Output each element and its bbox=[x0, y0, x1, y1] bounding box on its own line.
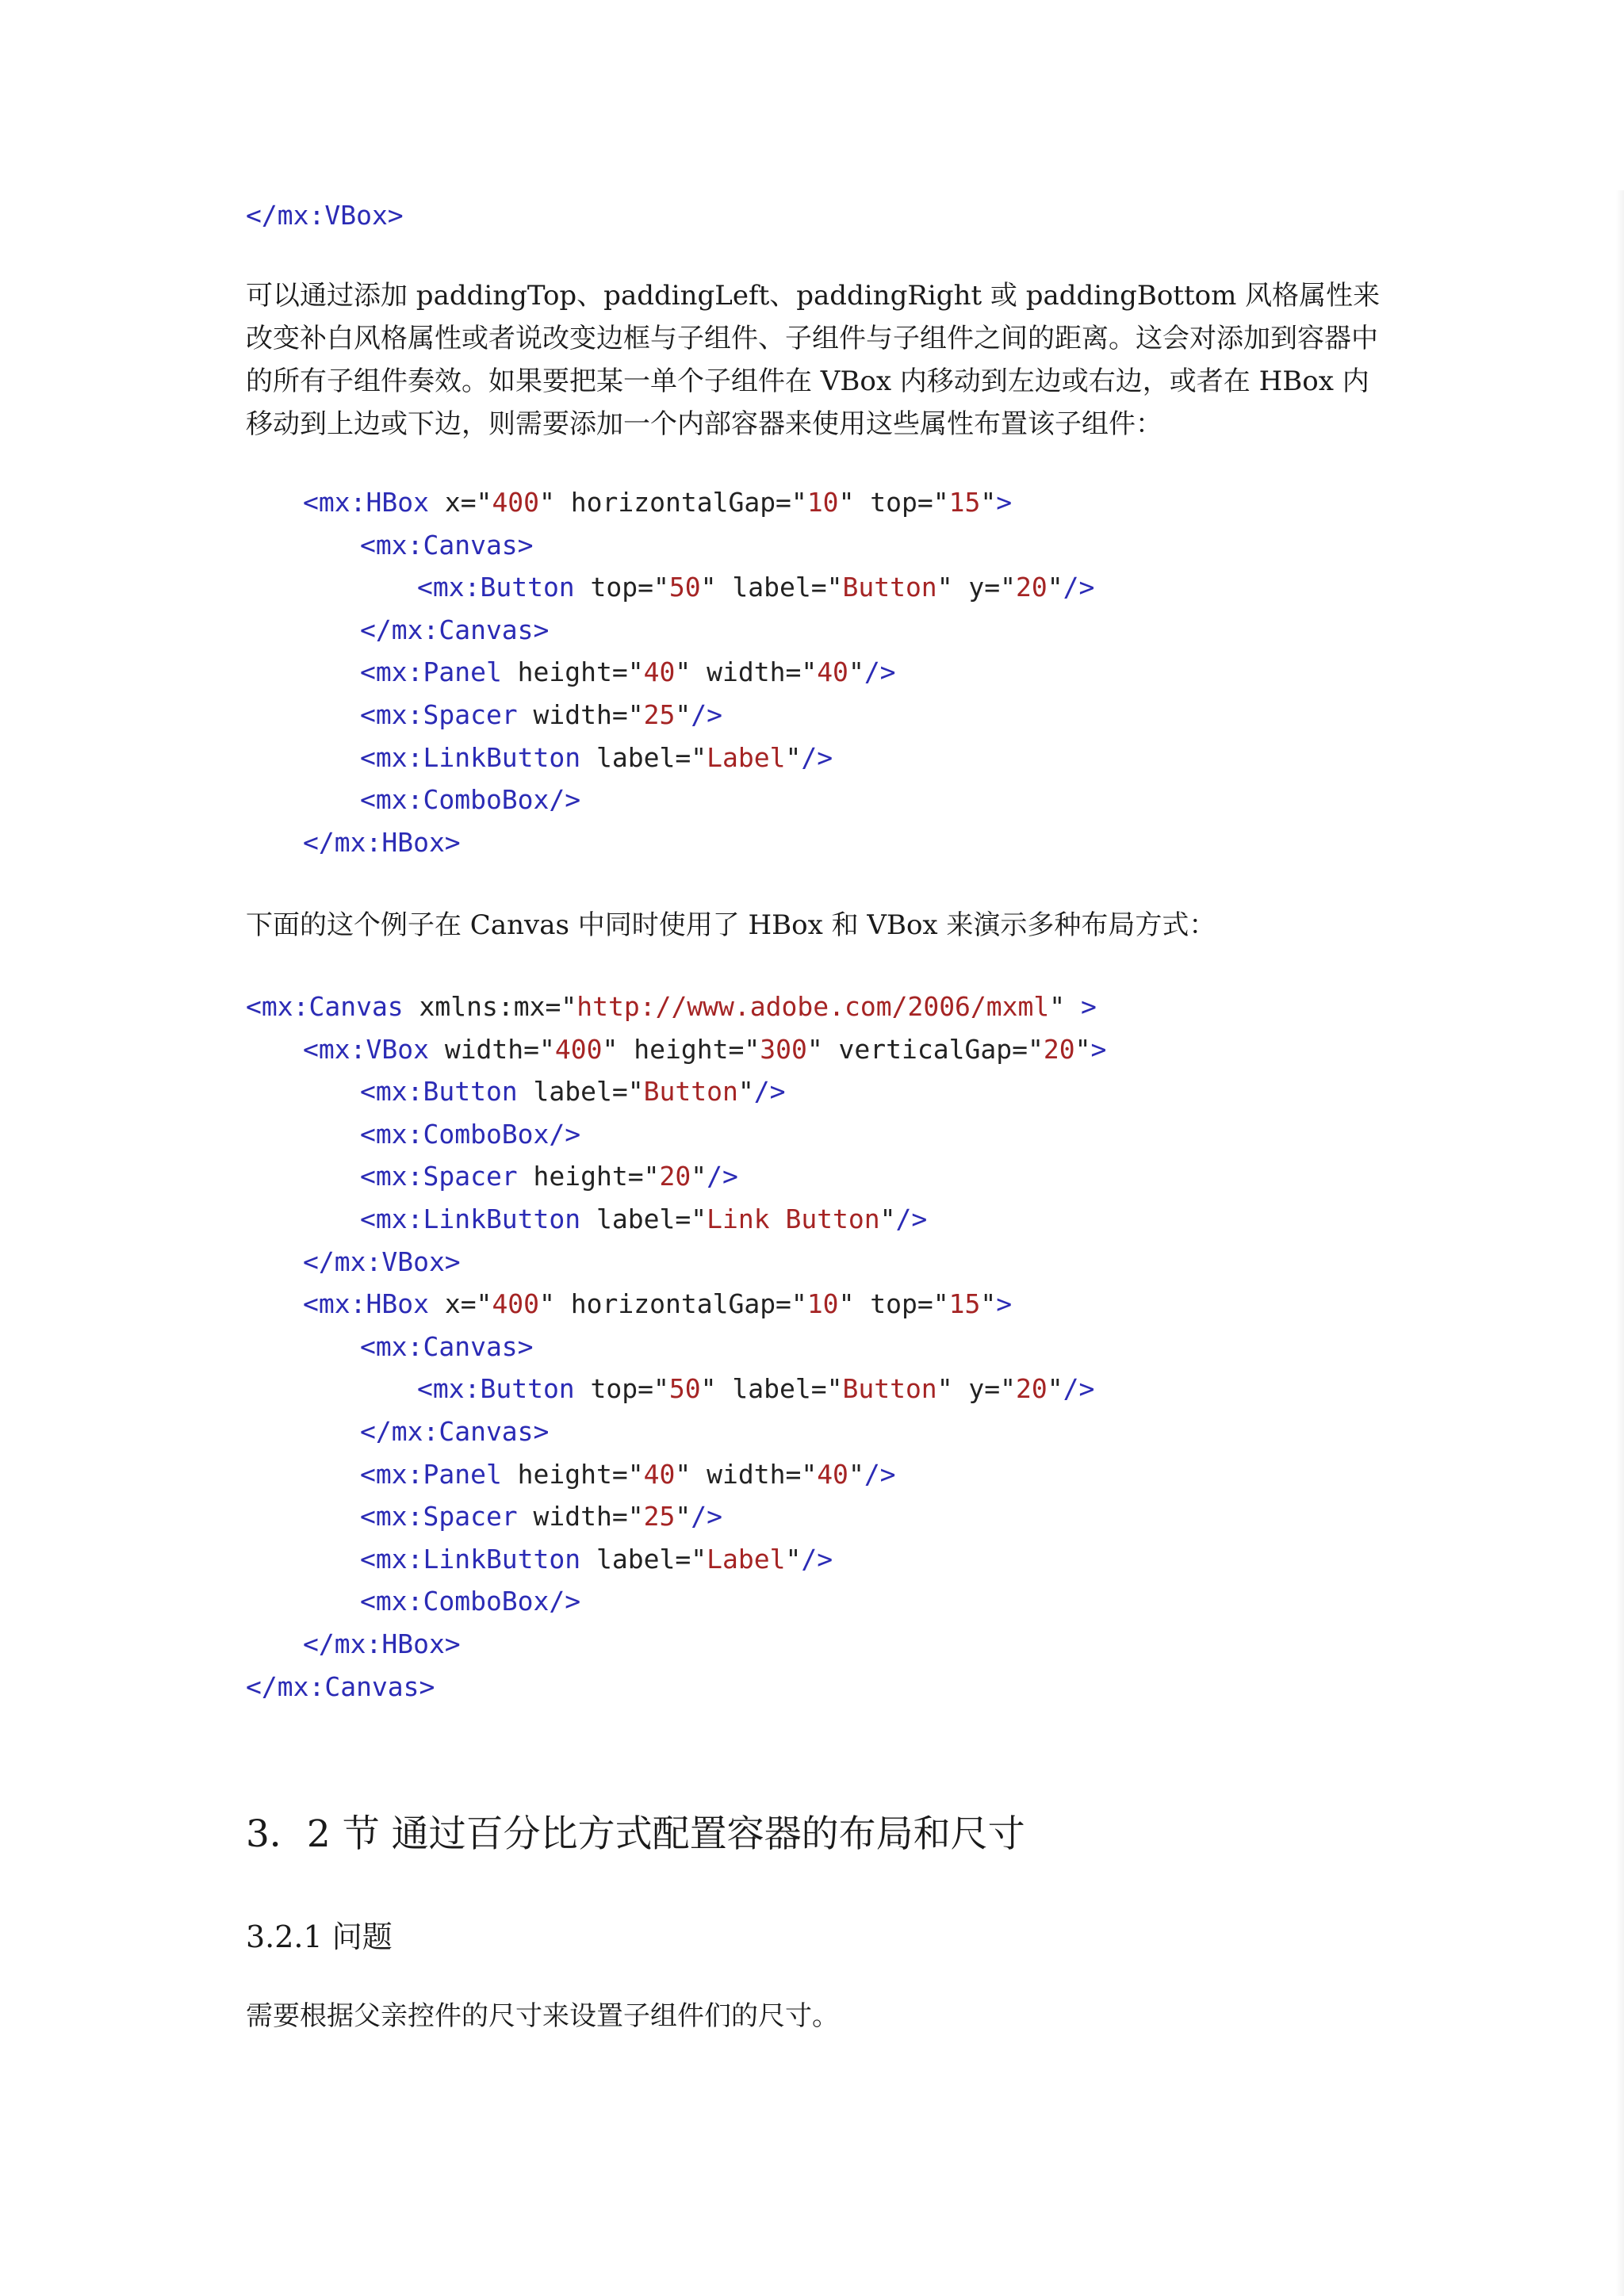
code-token-attribute: " width=" bbox=[675, 656, 818, 688]
code-token-tag: <mx:LinkButton bbox=[360, 741, 581, 773]
code-token-tag: <mx:Button bbox=[417, 572, 575, 603]
code-token-tag: <mx:ComboBox/> bbox=[360, 1586, 581, 1617]
code-token-attribute: width=" bbox=[517, 1501, 644, 1533]
code-token-tag: /> bbox=[691, 699, 723, 730]
code-token-tag: /> bbox=[801, 1543, 833, 1575]
code-token-value: 15 bbox=[948, 1288, 981, 1320]
code-line bbox=[360, 699, 722, 731]
code-token-tag: > bbox=[996, 1288, 1013, 1320]
code-line bbox=[360, 1459, 896, 1490]
code-token-value: 400 bbox=[492, 1288, 540, 1320]
code-line bbox=[303, 1246, 461, 1278]
code-line bbox=[246, 991, 1097, 1023]
code-token-tag: <mx:Panel bbox=[360, 1458, 502, 1490]
code-token-attribute: " bbox=[785, 741, 802, 773]
code-token-value: Label bbox=[707, 741, 786, 773]
code-token-attribute: label=" bbox=[580, 1203, 707, 1234]
code-token-value: 20 bbox=[1043, 1033, 1075, 1065]
code-line bbox=[360, 1203, 927, 1235]
code-token-attribute: " verticalGap=" bbox=[806, 1033, 1044, 1065]
code-token-value: 300 bbox=[760, 1033, 807, 1065]
code-token-value: 40 bbox=[817, 1458, 848, 1490]
code-token-tag: /> bbox=[1063, 572, 1095, 603]
code-token-value: 20 bbox=[659, 1161, 691, 1192]
code-token-tag: </mx:Canvas> bbox=[360, 614, 550, 645]
code-token-value: 10 bbox=[806, 487, 839, 518]
section-title: 3．2 节 通过百分比方式配置容器的布局和尺寸 bbox=[246, 1812, 1025, 1856]
code-line bbox=[246, 1671, 435, 1703]
code-token-attribute: " horizontalGap=" bbox=[539, 487, 807, 518]
code-token-tag: <mx:ComboBox/> bbox=[360, 1118, 581, 1150]
code-token-tag: /> bbox=[691, 1501, 723, 1533]
code-token-tag: </mx:HBox> bbox=[303, 1628, 461, 1659]
code-token-attribute: label=" bbox=[580, 741, 707, 773]
code-token-tag: /> bbox=[1063, 1373, 1095, 1405]
code-token-tag: <mx:ComboBox/> bbox=[360, 784, 581, 816]
code-token-value: Button bbox=[842, 1373, 937, 1405]
code-line bbox=[303, 1288, 1012, 1320]
code-line bbox=[360, 1586, 580, 1617]
code-token-value: 400 bbox=[554, 1033, 603, 1065]
code-token-attribute: " bbox=[675, 1501, 691, 1533]
code-line bbox=[360, 614, 549, 646]
code-token-attribute: height=" bbox=[501, 656, 644, 688]
code-line bbox=[417, 572, 1094, 603]
code-token-value: Label bbox=[707, 1543, 786, 1575]
code-line bbox=[303, 1034, 1106, 1066]
code-line bbox=[417, 1373, 1094, 1405]
code-token-attribute: " top=" bbox=[838, 487, 949, 518]
code-token-attribute: " bbox=[785, 1543, 802, 1575]
code-token-value: 15 bbox=[948, 487, 981, 518]
code-token-attribute: " bbox=[980, 1288, 997, 1320]
code-token-attribute: " bbox=[1074, 1033, 1091, 1065]
code-token-attribute: " horizontalGap=" bbox=[539, 1288, 807, 1320]
code-token-attribute: label=" bbox=[517, 1076, 644, 1108]
paragraph-padding-description: 可以通过添加 paddingTop、paddingLeft、paddingRight 或 paddingBottom 风格属性来改变补白风格属性或者说改变边框与子组件、子组件与子组件之间的距离。这会对添加到容器中的所有子组件奏效。如果要把某一单个子组件在 VBox 内移动到左边或右边，或者在 HBox 内移动到上边或下边，则需要添加一个内部容器来使用这些属性布置该子组件： bbox=[246, 280, 1381, 440]
code-token-tag: /> bbox=[753, 1076, 786, 1108]
code-token-tag: /> bbox=[864, 656, 896, 688]
code-token-tag: > bbox=[1090, 1033, 1107, 1065]
code-token-value: 20 bbox=[1016, 572, 1048, 603]
code-token-attribute: " bbox=[980, 487, 997, 518]
code-token-tag: </mx:Canvas> bbox=[246, 1670, 435, 1702]
code-token-attribute: " y=" bbox=[936, 572, 1017, 603]
code-token-tag: /> bbox=[707, 1161, 738, 1192]
code-token-tag: <mx:Panel bbox=[360, 656, 502, 688]
code-token-attribute: top=" bbox=[574, 572, 669, 603]
code-token-tag: <mx:Spacer bbox=[360, 1501, 518, 1533]
code-token-value: 40 bbox=[817, 656, 848, 688]
code-token-tag: > bbox=[1081, 991, 1097, 1022]
code-token-attribute: " label=" bbox=[700, 1373, 843, 1405]
code-token-attribute: " bbox=[675, 699, 691, 730]
code-line bbox=[360, 530, 534, 561]
code-token-tag: <mx:Canvas> bbox=[360, 529, 534, 561]
code-token-attribute: " bbox=[691, 1161, 707, 1192]
paragraph-canvas-example-intro: 下面的这个例子在 Canvas 中同时使用了 HBox 和 VBox 来演示多种布局方式： bbox=[246, 909, 1216, 941]
code-token-attribute: top=" bbox=[574, 1373, 669, 1405]
paragraph-problem-description: 需要根据父亲控件的尺寸来设置子组件们的尺寸。 bbox=[246, 2000, 839, 2032]
code-token-tag: <mx:HBox bbox=[303, 487, 429, 518]
code-token-value: 50 bbox=[668, 572, 701, 603]
code-token-tag: </mx:HBox> bbox=[303, 826, 461, 858]
code-token-attribute: " y=" bbox=[936, 1373, 1017, 1405]
code-token-tag: <mx:Spacer bbox=[360, 699, 518, 730]
code-token-tag: /> bbox=[895, 1203, 928, 1234]
code-token-value: 40 bbox=[643, 1458, 676, 1490]
code-token-attribute: width=" bbox=[517, 699, 644, 730]
code-token-tag: <mx:LinkButton bbox=[360, 1543, 581, 1575]
code-token-attribute: height=" bbox=[501, 1458, 644, 1490]
code-token-attribute: " bbox=[737, 1076, 754, 1108]
code-line bbox=[303, 1628, 461, 1660]
code-token-tag: <mx:Button bbox=[360, 1076, 518, 1108]
code-token-tag: <mx:LinkButton bbox=[360, 1203, 581, 1234]
code-token-attribute: " bbox=[848, 1458, 864, 1490]
code-token-attribute: x=" bbox=[428, 487, 492, 518]
code-token-tag: /> bbox=[801, 741, 833, 773]
code-token-tag: <mx:Spacer bbox=[360, 1161, 518, 1192]
code-line bbox=[303, 827, 461, 859]
code-token-tag: </mx:VBox> bbox=[246, 200, 404, 231]
code-line bbox=[360, 1544, 833, 1575]
code-line bbox=[303, 487, 1012, 519]
code-token-attribute: label=" bbox=[580, 1543, 707, 1575]
code-token-attribute: " bbox=[879, 1203, 896, 1234]
code-line bbox=[360, 1416, 549, 1448]
code-token-attribute: " bbox=[1049, 991, 1082, 1022]
code-token-value: 40 bbox=[643, 656, 676, 688]
code-token-attribute: x=" bbox=[428, 1288, 492, 1320]
code-token-value: 25 bbox=[643, 699, 676, 730]
code-token-attribute: width=" bbox=[428, 1033, 555, 1065]
code-token-tag: > bbox=[996, 487, 1013, 518]
code-token-attribute: " width=" bbox=[675, 1458, 818, 1490]
code-token-value: 400 bbox=[492, 487, 540, 518]
code-token-attribute: " bbox=[848, 656, 864, 688]
code-line bbox=[360, 1331, 534, 1363]
code-token-attribute: " bbox=[1047, 572, 1063, 603]
code-line bbox=[360, 1119, 580, 1150]
code-token-value: 10 bbox=[806, 1288, 839, 1320]
code-line bbox=[360, 1161, 738, 1192]
code-token-attribute: " label=" bbox=[700, 572, 843, 603]
code-token-tag: <mx:Canvas> bbox=[360, 1330, 534, 1362]
code-line bbox=[360, 1076, 785, 1108]
code-token-tag: /> bbox=[864, 1458, 896, 1490]
page-edge-shadow bbox=[1616, 190, 1624, 2296]
subsection-title-problem: 3.2.1 问题 bbox=[246, 1919, 393, 1954]
code-token-tag: <mx:HBox bbox=[303, 1288, 429, 1320]
code-token-value: Button bbox=[842, 572, 937, 603]
code-token-tag: <mx:Canvas bbox=[246, 991, 404, 1022]
code-token-value: 20 bbox=[1016, 1373, 1048, 1405]
code-line bbox=[360, 742, 833, 774]
code-line bbox=[360, 656, 896, 688]
code-token-attribute: xmlns:mx=" bbox=[403, 991, 577, 1022]
code-token-attribute: " top=" bbox=[838, 1288, 949, 1320]
code-token-tag: <mx:VBox bbox=[303, 1033, 429, 1065]
code-line bbox=[360, 784, 580, 816]
code-token-tag: </mx:Canvas> bbox=[360, 1416, 550, 1447]
code-token-value: 25 bbox=[643, 1501, 676, 1533]
code-token-attribute: height=" bbox=[517, 1161, 660, 1192]
code-token-value: Button bbox=[643, 1076, 738, 1108]
code-token-attribute: " height=" bbox=[602, 1033, 760, 1065]
code-token-tag: <mx:Button bbox=[417, 1373, 575, 1405]
code-token-value: Link Button bbox=[707, 1203, 880, 1234]
code-line bbox=[360, 1501, 722, 1533]
code-token-attribute: " bbox=[1047, 1373, 1063, 1405]
code-token-value: http://www.adobe.com/2006/mxml bbox=[576, 991, 1050, 1022]
code-token-value: 50 bbox=[668, 1373, 701, 1405]
code-token-tag: </mx:VBox> bbox=[303, 1246, 461, 1277]
code-line bbox=[246, 200, 404, 232]
